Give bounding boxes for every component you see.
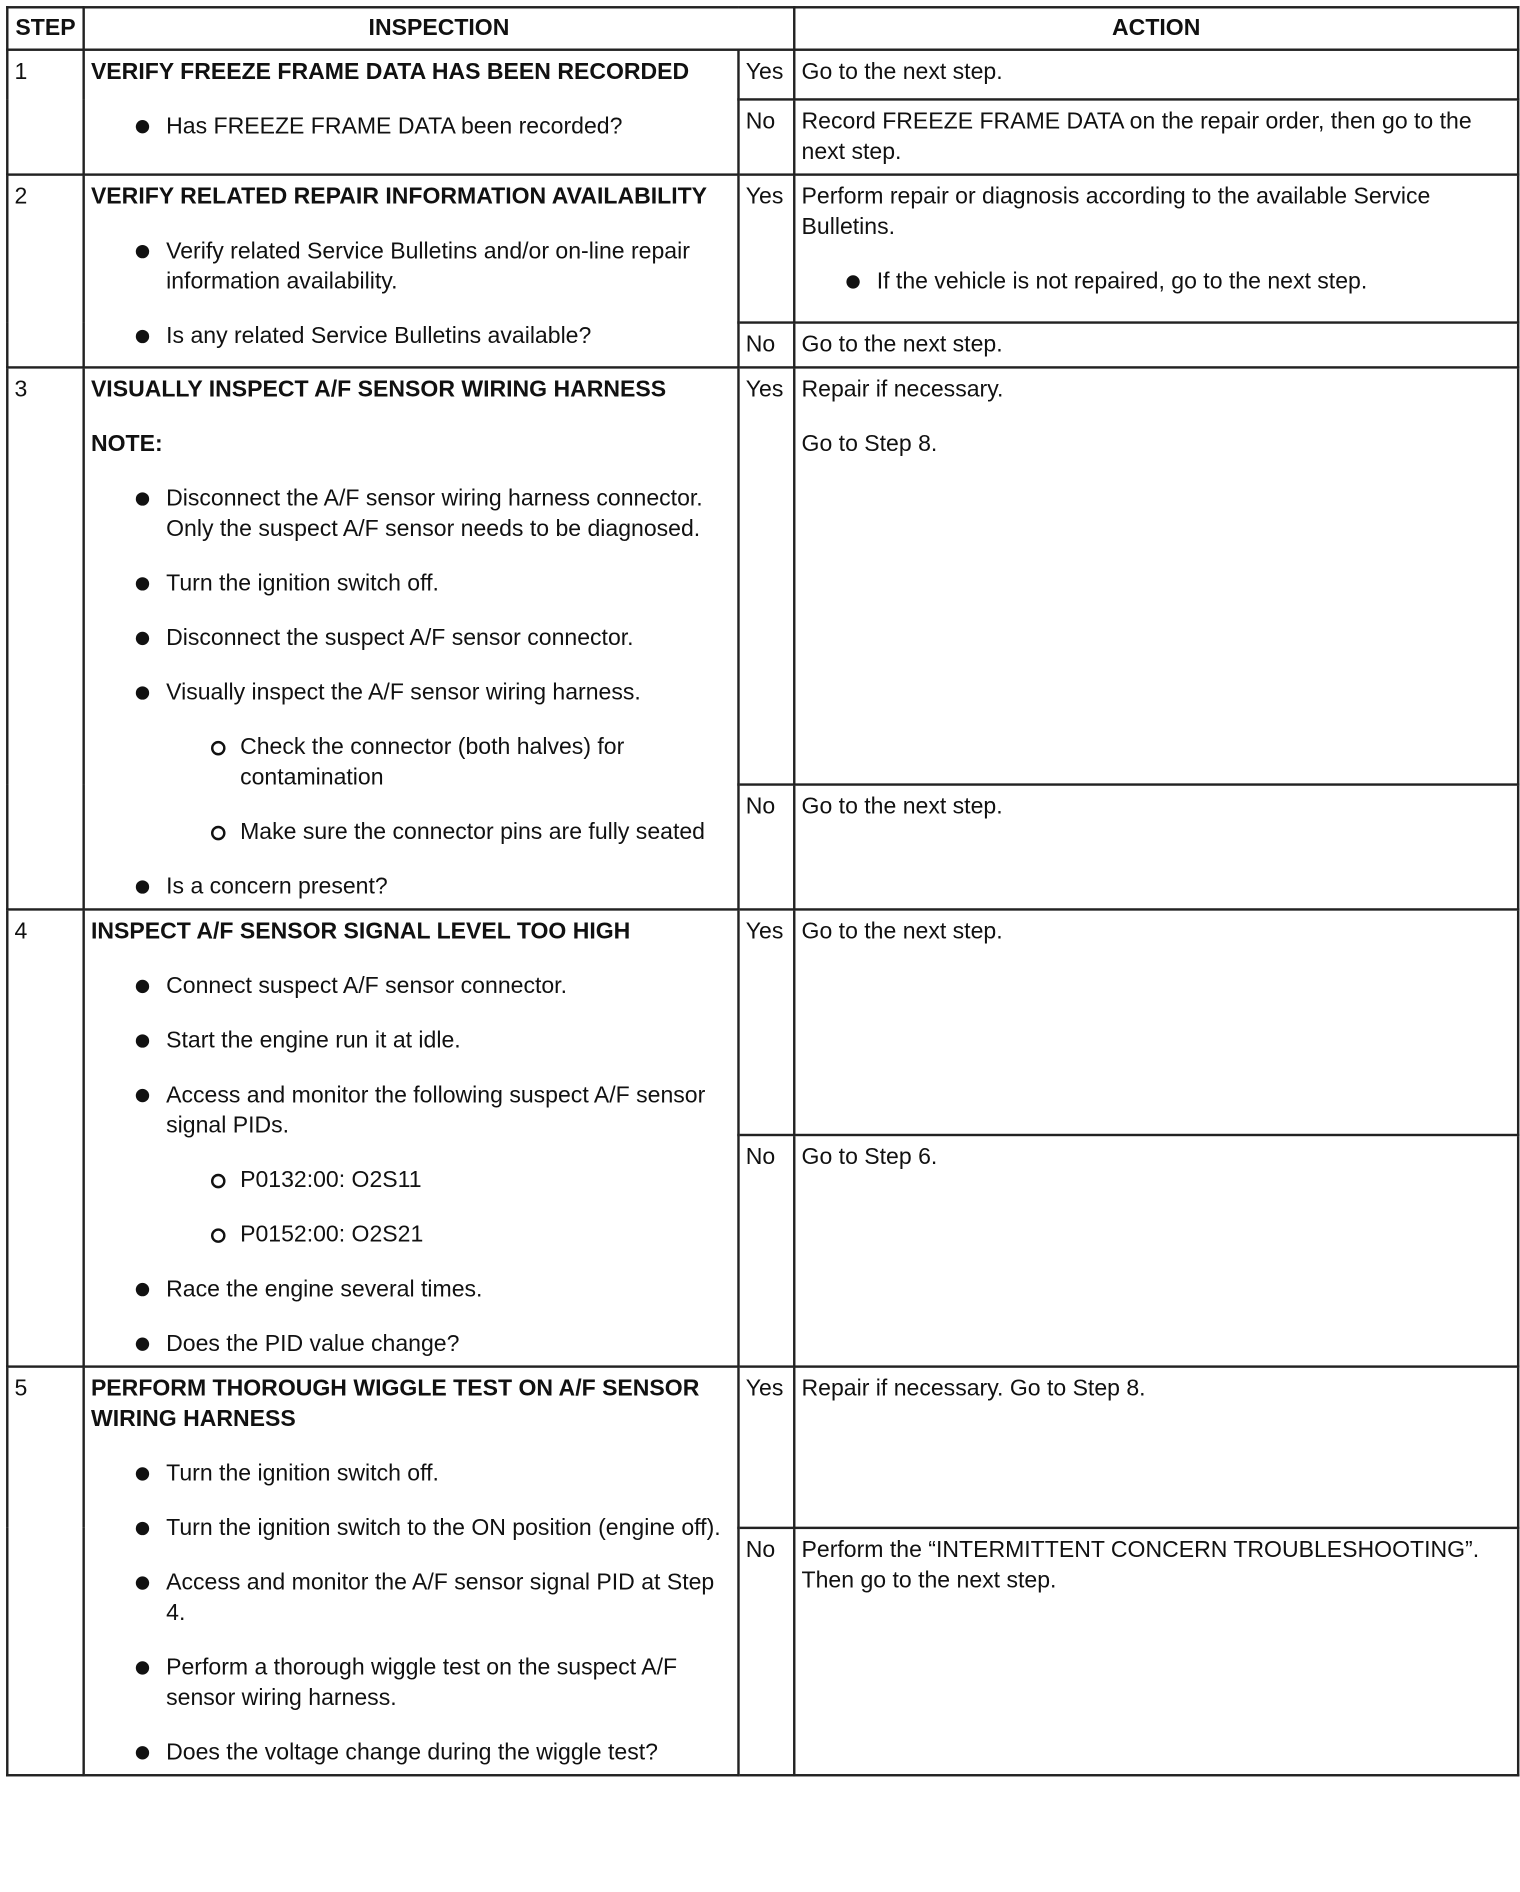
list-item: Turn the ignition switch off.	[91, 1459, 731, 1489]
list-item: Disconnect the A/F sensor wiring harness connector. Only the suspect A/F sensor needs to be diagnosed.	[91, 484, 731, 545]
header-action: ACTION	[794, 7, 1518, 49]
step-number: 2	[7, 175, 83, 368]
yes-label: Yes	[738, 909, 794, 1135]
header-inspection: INSPECTION	[84, 7, 795, 49]
no-label: No	[738, 1528, 794, 1775]
list-item: Is a concern present?	[91, 872, 731, 902]
note-label: NOTE:	[90, 431, 163, 458]
sub-list-item: Make sure the connector pins are fully seated	[166, 817, 731, 847]
table-header-row	[7, 7, 1518, 49]
yes-label: Yes	[738, 50, 794, 100]
action-bullet-list	[802, 267, 1511, 297]
step-2-inspection	[84, 175, 739, 368]
step-title: INSPECT A/F SENSOR SIGNAL LEVEL TOO HIGH	[90, 919, 631, 945]
step-4-inspection	[84, 909, 739, 1366]
step-number: 4	[7, 909, 83, 1366]
step-3-yes-row	[7, 367, 1518, 784]
no-action	[794, 785, 1518, 910]
step-1-inspection	[84, 50, 739, 175]
bullet-list	[91, 1274, 731, 1359]
step-4-yes-row	[7, 909, 1518, 1135]
action-text: Repair if necessary.	[801, 377, 1004, 403]
header-step: STEP	[7, 7, 83, 49]
sub-list-item: P0152:00: O2S21	[166, 1220, 731, 1250]
no-label: No	[738, 99, 794, 174]
bullet-list	[91, 971, 731, 1141]
list-item: Race the engine several times.	[91, 1274, 731, 1304]
action-text: Perform repair or diagnosis according to the available Service Bulletins.	[801, 184, 1431, 241]
step-2-yes-row	[7, 175, 1518, 323]
yes-action	[794, 909, 1518, 1135]
step-title: VISUALLY INSPECT A/F SENSOR WIRING HARNESS	[90, 377, 667, 403]
list-item: Visually inspect the A/F sensor wiring harness.	[91, 678, 731, 708]
action-text: Go to Step 8.	[801, 431, 938, 458]
bullet-list	[91, 484, 731, 708]
list-item: Connect suspect A/F sensor connector.	[91, 971, 731, 1001]
bullet-list	[91, 1459, 731, 1768]
no-label: No	[738, 785, 794, 910]
bullet-list	[91, 112, 731, 142]
yes-action	[794, 367, 1518, 784]
step-title: PERFORM THOROUGH WIGGLE TEST ON A/F SENSOR WIRING HARNESS	[90, 1376, 700, 1433]
step-number: 5	[7, 1367, 83, 1776]
sub-list-item: P0132:00: O2S11	[166, 1165, 731, 1195]
action-text: Go to the next step.	[801, 794, 1003, 820]
no-action	[794, 323, 1518, 368]
action-text: Go to the next step.	[801, 919, 1003, 945]
list-item: Disconnect the suspect A/F sensor connector.	[91, 623, 731, 653]
list-item: Start the engine run it at idle.	[91, 1026, 731, 1056]
list-item: Turn the ignition switch off.	[91, 569, 731, 599]
step-1-yes-row	[7, 50, 1518, 100]
list-item: If the vehicle is not repaired, go to the next step.	[802, 267, 1511, 297]
list-item: Is any related Service Bulletins available?	[91, 321, 731, 351]
list-item: Access and monitor the A/F sensor signal PID at Step 4.	[91, 1568, 731, 1629]
yes-action	[794, 1367, 1518, 1528]
action-text: Go to Step 6.	[801, 1144, 938, 1171]
list-item: Has FREEZE FRAME DATA been recorded?	[91, 112, 731, 142]
bullet-list	[91, 872, 731, 902]
sub-list-item: Check the connector (both halves) for contamination	[166, 732, 731, 793]
action-text: Record FREEZE FRAME DATA on the repair order, then go to the next step.	[801, 109, 1472, 165]
no-label: No	[738, 1135, 794, 1367]
sub-bullet-list	[91, 732, 731, 847]
list-item: Perform a thorough wiggle test on the suspect A/F sensor wiring harness.	[91, 1653, 731, 1714]
step-3-inspection	[84, 367, 739, 909]
no-action	[794, 1528, 1518, 1775]
action-text: Go to the next step.	[801, 332, 1003, 358]
action-text: Go to the next step.	[801, 59, 1003, 85]
step-number: 1	[7, 50, 83, 175]
yes-label: Yes	[738, 367, 794, 784]
step-5-yes-row	[7, 1367, 1518, 1528]
step-title: VERIFY FREEZE FRAME DATA HAS BEEN RECORDED	[90, 59, 690, 85]
list-item: Access and monitor the following suspect A/F sensor signal PIDs.	[91, 1080, 731, 1141]
yes-label: Yes	[738, 1367, 794, 1528]
no-action	[794, 1135, 1518, 1367]
yes-label: Yes	[738, 175, 794, 323]
action-text: Repair if necessary. Go to Step 8.	[801, 1376, 1146, 1402]
no-action	[794, 99, 1518, 174]
action-text: Perform the “INTERMITTENT CONCERN TROUBLESHOOTING”. Then go to the next step.	[801, 1537, 1480, 1594]
bullet-list	[91, 236, 731, 351]
no-label: No	[738, 323, 794, 368]
step-5-inspection	[84, 1367, 739, 1776]
sub-bullet-list	[91, 1165, 731, 1250]
step-number: 3	[7, 367, 83, 909]
list-item: Turn the ignition switch to the ON position (engine off).	[91, 1513, 731, 1543]
list-item: Does the voltage change during the wiggle test?	[91, 1738, 731, 1768]
yes-action	[794, 50, 1518, 100]
list-item: Verify related Service Bulletins and/or on-line repair information availability.	[91, 236, 731, 297]
step-title: VERIFY RELATED REPAIR INFORMATION AVAILABILITY	[90, 184, 708, 210]
yes-action	[794, 175, 1518, 323]
list-item: Does the PID value change?	[91, 1329, 731, 1359]
diagnostic-procedure-table	[6, 6, 1519, 1776]
